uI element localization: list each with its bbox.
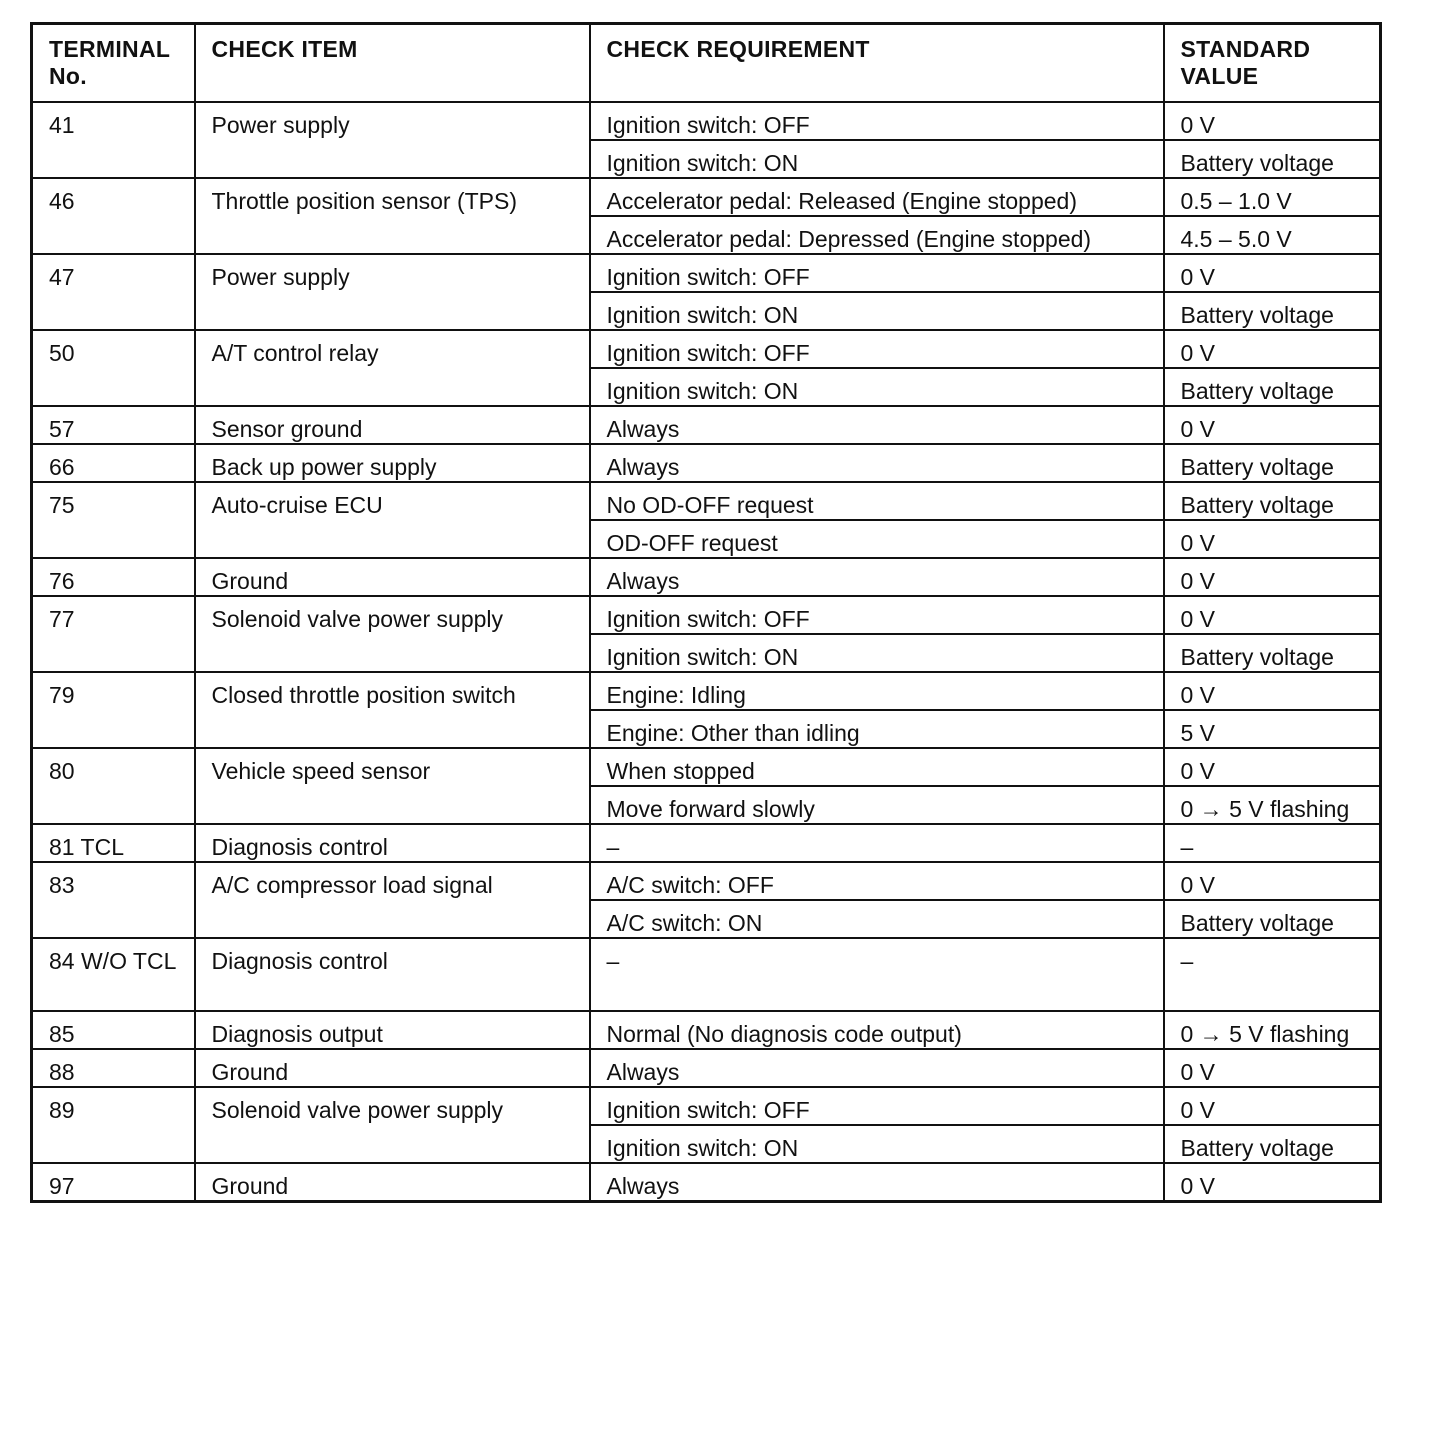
standard-value: –: [1164, 824, 1381, 862]
standard-value: Battery voltage: [1164, 444, 1381, 482]
standard-value: Battery voltage: [1164, 634, 1381, 672]
check-item: Power supply: [195, 102, 590, 178]
standard-value: 0 V: [1164, 102, 1381, 140]
table-row: [32, 862, 1381, 900]
check-item: Diagnosis control: [195, 938, 590, 1011]
header-check-requirement: CHECK REQUIREMENT: [590, 24, 1164, 102]
check-item: Diagnosis control: [195, 824, 590, 862]
check-requirement: A/C switch: OFF: [590, 862, 1164, 900]
header-check-item: CHECK ITEM: [195, 24, 590, 102]
check-requirement: Normal (No diagnosis code output): [590, 1011, 1164, 1049]
table-row: [32, 1049, 1381, 1087]
check-requirement: Ignition switch: OFF: [590, 330, 1164, 368]
standard-value: 0 V: [1164, 1049, 1381, 1087]
check-requirement: Always: [590, 558, 1164, 596]
check-item: Vehicle speed sensor: [195, 748, 590, 824]
terminal-number: 57: [32, 406, 195, 444]
header-row: [32, 24, 1381, 102]
standard-value: Battery voltage: [1164, 292, 1381, 330]
check-item: Back up power supply: [195, 444, 590, 482]
standard-value: Battery voltage: [1164, 900, 1381, 938]
check-requirement: When stopped: [590, 748, 1164, 786]
table-row: [32, 824, 1381, 862]
check-requirement: Ignition switch: ON: [590, 634, 1164, 672]
standard-value: 4.5 – 5.0 V: [1164, 216, 1381, 254]
standard-value: 0 V: [1164, 1087, 1381, 1125]
table-row: [32, 330, 1381, 368]
check-item: Throttle position sensor (TPS): [195, 178, 590, 254]
terminal-number: 41: [32, 102, 195, 178]
terminal-number: 85: [32, 1011, 195, 1049]
check-requirement: Ignition switch: ON: [590, 140, 1164, 178]
check-item: Diagnosis output: [195, 1011, 590, 1049]
table-row: [32, 102, 1381, 140]
check-requirement: No OD-OFF request: [590, 482, 1164, 520]
check-item: Solenoid valve power supply: [195, 596, 590, 672]
check-requirement: Always: [590, 406, 1164, 444]
check-requirement: OD-OFF request: [590, 520, 1164, 558]
check-requirement: Engine: Idling: [590, 672, 1164, 710]
check-item: A/C compressor load signal: [195, 862, 590, 938]
terminal-number: 46: [32, 178, 195, 254]
table-row: [32, 1163, 1381, 1202]
check-item: A/T control relay: [195, 330, 590, 406]
terminal-number: 97: [32, 1163, 195, 1202]
terminal-number: 50: [32, 330, 195, 406]
table-body: [32, 102, 1381, 1202]
check-requirement: Ignition switch: ON: [590, 1125, 1164, 1163]
terminal-number: 76: [32, 558, 195, 596]
terminal-number: 89: [32, 1087, 195, 1163]
standard-value: 0 V: [1164, 862, 1381, 900]
terminal-check-table: [30, 22, 1382, 1203]
check-requirement: Always: [590, 1163, 1164, 1202]
table-row: [32, 1011, 1381, 1049]
standard-value: Battery voltage: [1164, 1125, 1381, 1163]
check-requirement: Always: [590, 444, 1164, 482]
terminal-number: 47: [32, 254, 195, 330]
check-requirement: Accelerator pedal: Depressed (Engine stopped): [590, 216, 1164, 254]
check-requirement: Ignition switch: OFF: [590, 596, 1164, 634]
standard-value: 0 V: [1164, 748, 1381, 786]
header-standard-value: STANDARD VALUE: [1164, 24, 1381, 102]
standard-value: Battery voltage: [1164, 368, 1381, 406]
standard-value: 0 V: [1164, 1163, 1381, 1202]
check-item: Solenoid valve power supply: [195, 1087, 590, 1163]
table-row: [32, 444, 1381, 482]
check-requirement: –: [590, 938, 1164, 1011]
check-requirement: Accelerator pedal: Released (Engine stopped): [590, 178, 1164, 216]
terminal-number: 66: [32, 444, 195, 482]
table-row: [32, 672, 1381, 710]
standard-value: 0 → 5 V flashing: [1164, 786, 1381, 824]
standard-value: 0 V: [1164, 406, 1381, 444]
check-item: Auto-cruise ECU: [195, 482, 590, 558]
check-requirement: Ignition switch: ON: [590, 368, 1164, 406]
standard-value: 0 V: [1164, 520, 1381, 558]
check-item: Ground: [195, 1049, 590, 1087]
terminal-number: 80: [32, 748, 195, 824]
standard-value: Battery voltage: [1164, 140, 1381, 178]
terminal-number: 84 W/O TCL: [32, 938, 195, 1011]
standard-value: 0 → 5 V flashing: [1164, 1011, 1381, 1049]
standard-value: 0 V: [1164, 330, 1381, 368]
table-row: [32, 178, 1381, 216]
table-row: [32, 406, 1381, 444]
standard-value: Battery voltage: [1164, 482, 1381, 520]
check-item: Ground: [195, 558, 590, 596]
terminal-number: 88: [32, 1049, 195, 1087]
terminal-number: 83: [32, 862, 195, 938]
standard-value: –: [1164, 938, 1381, 1011]
terminal-number: 75: [32, 482, 195, 558]
check-item: Ground: [195, 1163, 590, 1202]
terminal-number: 79: [32, 672, 195, 748]
check-requirement: Ignition switch: OFF: [590, 1087, 1164, 1125]
check-requirement: Ignition switch: OFF: [590, 254, 1164, 292]
check-item: Sensor ground: [195, 406, 590, 444]
terminal-number: 77: [32, 596, 195, 672]
standard-value: 0 V: [1164, 254, 1381, 292]
check-requirement: Ignition switch: ON: [590, 292, 1164, 330]
check-requirement: Engine: Other than idling: [590, 710, 1164, 748]
table-row: [32, 748, 1381, 786]
check-requirement: Always: [590, 1049, 1164, 1087]
header-terminal: TERMINAL No.: [32, 24, 195, 102]
check-requirement: –: [590, 824, 1164, 862]
table-row: [32, 1087, 1381, 1125]
table-row: [32, 254, 1381, 292]
standard-value: 0 V: [1164, 672, 1381, 710]
table-row: [32, 596, 1381, 634]
table-row: [32, 482, 1381, 520]
terminal-number: 81 TCL: [32, 824, 195, 862]
check-item: Power supply: [195, 254, 590, 330]
check-item: Closed throttle position switch: [195, 672, 590, 748]
table-row: [32, 938, 1381, 1011]
standard-value: 0 V: [1164, 596, 1381, 634]
standard-value: 5 V: [1164, 710, 1381, 748]
standard-value: 0 V: [1164, 558, 1381, 596]
standard-value: 0.5 – 1.0 V: [1164, 178, 1381, 216]
check-requirement: Move forward slowly: [590, 786, 1164, 824]
table-row: [32, 558, 1381, 596]
check-requirement: A/C switch: ON: [590, 900, 1164, 938]
check-requirement: Ignition switch: OFF: [590, 102, 1164, 140]
